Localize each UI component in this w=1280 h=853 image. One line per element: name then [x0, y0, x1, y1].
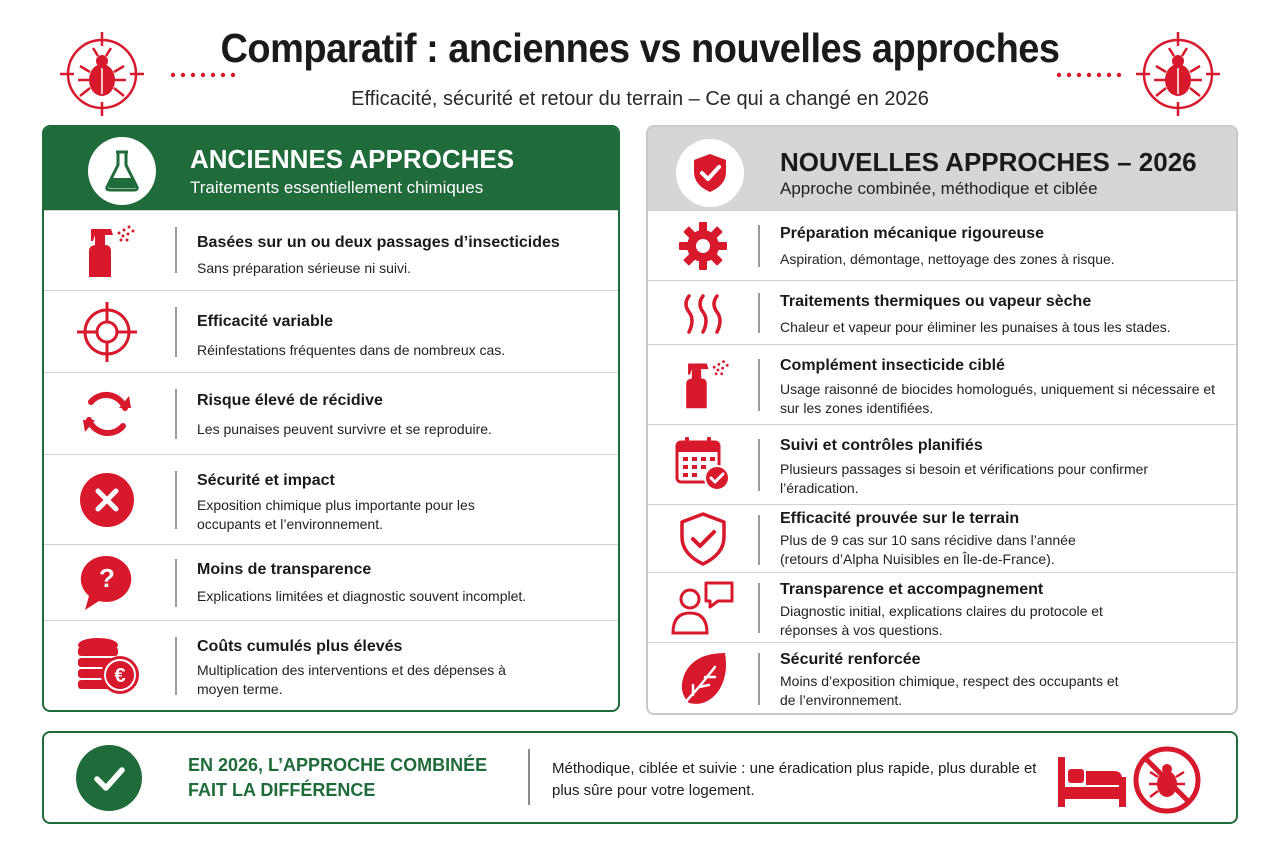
x-circle-icon [74, 467, 140, 533]
list-item [648, 424, 1236, 504]
conclusion-banner [42, 731, 1238, 824]
list-item [44, 372, 618, 454]
row-description: Réinfestations fréquentes dans de nombreux cas. [197, 342, 506, 358]
row-title: Transparence et accompagnement [780, 581, 1044, 598]
row-title: Coûts cumulés plus élevés [197, 638, 403, 655]
heat-waves-icon [670, 284, 736, 344]
bedbug-target-icon [1134, 30, 1222, 118]
no-bedbug-icon [1132, 745, 1202, 815]
leaf-icon [670, 649, 736, 709]
row-description: Exposition chimique plus importante pour les occupants et l’environnement. [197, 497, 475, 532]
row-title: Moins de transparence [197, 561, 372, 578]
row-divider [758, 515, 760, 565]
row-description: Les punaises peuvent survivre et se reproduire. [197, 421, 492, 437]
row-divider [175, 307, 177, 357]
list-item [648, 642, 1236, 715]
list-item [44, 290, 618, 372]
spray-bottle-icon [670, 354, 736, 414]
list-item [44, 454, 618, 544]
row-description: Sans préparation sérieuse ni suivi. [197, 260, 412, 276]
row-title: Efficacité variable [197, 313, 334, 330]
row-title: Complément insecticide ciblé [780, 357, 1005, 374]
question-bubble-icon [74, 550, 140, 616]
dotted-divider [170, 72, 236, 78]
list-item [648, 504, 1236, 572]
row-title: Risque élevé de récidive [197, 392, 383, 409]
row-description: Aspiration, démontage, nettoyage des zones à risque. [780, 251, 1115, 267]
old-approaches-panel [42, 125, 620, 712]
old-approaches-title: ANCIENNES APPROCHES [190, 144, 515, 174]
conclusion-title: EN 2026, L’APPROCHE COMBINÉE FAIT LA DIFFÉRENCE [188, 755, 488, 800]
row-divider [175, 637, 177, 695]
row-divider [175, 389, 177, 439]
spray-bottle-icon [74, 218, 140, 284]
old-approaches-subtitle: Traitements essentiellement chimiques [190, 178, 484, 197]
person-chat-icon [670, 578, 736, 638]
row-description: Diagnostic initial, explications claires du protocole et réponses à vos questions. [780, 603, 1103, 638]
page-title: Comparatif : anciennes vs nouvelles approches [220, 26, 1060, 72]
svg-text:€: € [114, 665, 126, 687]
row-description: Multiplication des interventions et des dépenses à moyen terme. [197, 662, 506, 697]
list-item [648, 280, 1236, 344]
row-description: Chaleur et vapeur pour éliminer les punaises à tous les stades. [780, 319, 1171, 335]
flask-icon [88, 137, 156, 205]
bed-icon [1056, 753, 1128, 809]
row-divider [758, 293, 760, 333]
footer-divider [528, 749, 530, 805]
row-title: Préparation mécanique rigoureuse [780, 225, 1045, 242]
row-description: Moins d’exposition chimique, respect des occupants et de l’environnement. [780, 673, 1119, 708]
conclusion-text: Méthodique, ciblée et suivie : une éradication plus rapide, plus durable et plus sûre pour votre logement. [552, 760, 1037, 799]
new-approaches-title: NOUVELLES APPROCHES – 2026 [780, 147, 1197, 177]
new-approaches-subtitle: Approche combinée, méthodique et ciblée [780, 179, 1098, 198]
row-divider [758, 583, 760, 633]
calendar-check-icon [670, 434, 736, 494]
shield-check-outline-icon [670, 509, 736, 569]
svg-text:?: ? [99, 563, 115, 593]
row-divider [758, 359, 760, 411]
gear-icon [670, 216, 736, 276]
new-approaches-header [648, 127, 1236, 210]
new-approaches-panel [646, 125, 1238, 715]
list-item [44, 620, 618, 712]
check-circle-icon [76, 745, 142, 811]
row-title: Basées sur un ou deux passages d’insecticides [197, 234, 560, 251]
row-divider [175, 559, 177, 607]
row-title: Suivi et contrôles planifiés [780, 437, 983, 454]
row-title: Sécurité renforcée [780, 651, 921, 668]
row-description: Explications limitées et diagnostic souvent incomplet. [197, 588, 527, 604]
old-approaches-header [44, 127, 618, 210]
euro-coins-icon [74, 633, 140, 699]
row-title: Efficacité prouvée sur le terrain [780, 510, 1020, 527]
dotted-divider [1056, 72, 1122, 78]
page-subtitle: Efficacité, sécurité et retour du terrain – Ce qui a changé en 2026 [351, 88, 929, 110]
row-divider [175, 227, 177, 273]
list-item [648, 210, 1236, 280]
target-icon [74, 299, 140, 365]
list-item [44, 544, 618, 620]
row-divider [758, 225, 760, 267]
row-title: Traitements thermiques ou vapeur sèche [780, 293, 1092, 310]
row-description: Usage raisonné de biocides homologués, uniquement si nécessaire et sur les zones identifiées. [780, 381, 1216, 416]
list-item [44, 210, 618, 290]
list-item [648, 572, 1236, 642]
refresh-icon [74, 381, 140, 447]
row-divider [758, 439, 760, 491]
row-title: Sécurité et impact [197, 472, 335, 489]
row-divider [175, 471, 177, 529]
list-item [648, 344, 1236, 424]
row-description: Plus de 9 cas sur 10 sans récidive dans l’année (retours d’Alpha Nuisibles en Île-de-France). [780, 532, 1076, 567]
row-description: Plusieurs passages si besoin et vérifications pour confirmer l’éradication. [780, 461, 1149, 496]
shield-check-icon [676, 139, 744, 207]
row-divider [758, 653, 760, 705]
